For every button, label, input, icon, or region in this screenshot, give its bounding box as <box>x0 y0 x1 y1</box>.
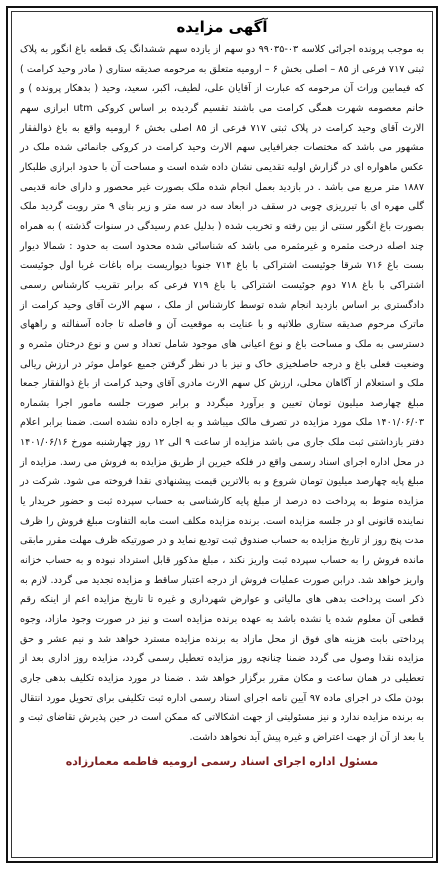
notice-body: به موجب پرونده اجرائی کلاسه ۰۳-۹۹۰۳۵ دو سهم از یازده سهم ششدانگ یک قطعه باغ انگور به پلاک ثبتی ۷۱۷ فرعی از ۸۵ – اصلی بخش ۶ – ارومیه متعلق به مرحومه صدیقه ستاری ( مادر وحید کرامت ) که فیمابین وراث آن مرحومه که عبارت از آقایان علی، لطیف، اکبر، سعید، وحید ( بدهکار پرونده ) و خانم معصومه شهرت همگی کرامت می باشند تقسیم گردیده بر اساس کروکی utm ابرازی سهم الارث آقای وحید کرامت در پلاک ثبتی ۷۱۷ فرعی از ۸۵ اصلی بخش ۶ ارومیه واقع به باغ ذوالفقار مشهور می باشد که مختصات جغرافیایی سهم الارث وحید کرامت در کروکی جانمائی شده ملک در عکس ماهواره ای در گزارش اولیه تقدیمی نشان داده شده است و مساحت آن با حدود ابرازی طلبکار ۱۸۸۷ متر مربع می باشد . در بازدید بعمل انجام شده ملک بصورت غیر محصور و دارای خانه قدیمی گلی مهره ای با تیرریزی چوبی در سقف در ابعاد سه در سه متر و زیر بنای ۹ متر رویت گردید ملک بصورت باغ انگور سنتی از بین رفته و تخریب شده ( بدلیل عدم رسیدگی در سنوات گذشته ) به همراه چند اصله درخت مثمره و غیرمثمره می باشد که شناسائی شده محدود است به حدود : شمالا دیوار بست باغ ۷۱۶ شرقا جوئیست اشتراکی با باغ ۷۱۴ جنوبا دیواریست براه باغات غربا اول جوئیست اشتراکی با باغ ۷۱۸ دوم جوئیست اشتراکی با باغ ۷۱۹ فرعی که برابر تقریب کارشناس رسمی دادگستری بر اساس بازدید انجام شده توسط کارشناس از ملک ، سهم الارث آقای وحید کرامت از ماترک مرحوم صدیقه ستاری طلاتپه و با عنایت به موقعیت آن و فاصله تا جاده آسفالته و راههای دسترسی به ملک و مساحت باغ و نوع اعیانی های موجود شامل تعداد و سن و نوع درختان مثمره و وضعیت فعلی باغ و درجه حاصلخیزی خاک و نیز با در نظر گرفتن جمیع عوامل موثر در ارزش ریالی ملک و استعلام از آگاهان محلی، ارزش کل سهم الارث مادری آقای وحید کرامت از باغ ذوالفقار جمعا مبلغ چهارصد میلیون تومان تعیین و برآورد میگردد و برابر صورت جلسه مامور اجرا بشماره ۱۴۰۱/۰۶/۰۳ ملک مورد مزایده در تصرف مالک میباشد و به اجاره داده نشده است. ضمنا برابر اعلام دفتر بازداشتی ثبت ملک جاری می باشد مزایده از ساعت ۹ الی ۱۲ روز چهارشنبه مورخ ۱۴۰۱/۰۶/۱۶ در محل اداره اجرای اسناد رسمی واقع در فلکه خیرین از طریق مزایده به فروش می رسد. مزایده از مبلغ پایه چهارصد میلیون تومان شروع و به بالاترین قیمت پیشنهادی نقدا فروخته می شود. شرکت در مزایده منوط به پرداخت ده درصد از مبلغ پایه کارشناسی به حساب سپرده ثبت و حضور خریدار یا نماینده قانونی او در جلسه مزایده است. برنده مزایده مکلف است مابه التفاوت مبلغ فروش را ظرف مدت پنج روز از تاریخ مزایده به حساب صندوق ثبت تودیع نماید و در صورتیکه ظرف مهلت مقرر مابقی مانده فروش را به حساب سپرده ثبت واریز نکند ، مبلغ مذکور قابل استرداد نبوده و به حساب خزانه واریز خواهد شد. درابن صورت عملیات فروش از درجه اعتبار ساقط و مزایده تجدید می گردد. لازم به ذکر است پرداخت بدهی های مالیاتی و عوارض شهرداری و غیره تا تاریخ مزایده اعم از اینکه رقم قطعی آن معلوم شده یا نشده باشد به عهده برنده مزایده است و نیز در صورت وجود مازاد، وجوه پرداختی بابت هزینه های فوق از محل مازاد به برنده مزایده مسترد خواهد شد و نیم عشر و حق مزایده نقدا وصول می گردد ضمنا چنانچه روز مزایده تعطیل رسمی گردد، مزایده روز اداری بعد از تعطیلی در همان ساعت و مکان مقرر برگزار خواهد شد . ضمنا در مورد مزایده تکلیف بدهی جاری بودن ملک در اجرای ماده ۹۷ آیین نامه اجرای اسناد رسمی اداره ثبت تکلیفی برای تحویل مورد انتقال به برنده مزایده ندارد و نیز مسئولیتی از جهت اشکالاتی که ممکن است در حین پذیرش تقاضای ثبت و یا بعد از آن از جهت اعتراض و غیره پیش آید نخواهد داشت. <box>20 44 425 743</box>
notice-title: آگهی مزایده <box>176 18 268 36</box>
notice-signature: مسئول اداره اجرای اسناد رسمی ارومیه فاطمه معمارزاده <box>65 754 379 768</box>
notice-inner-border <box>11 11 433 858</box>
notice-frame <box>6 6 438 863</box>
